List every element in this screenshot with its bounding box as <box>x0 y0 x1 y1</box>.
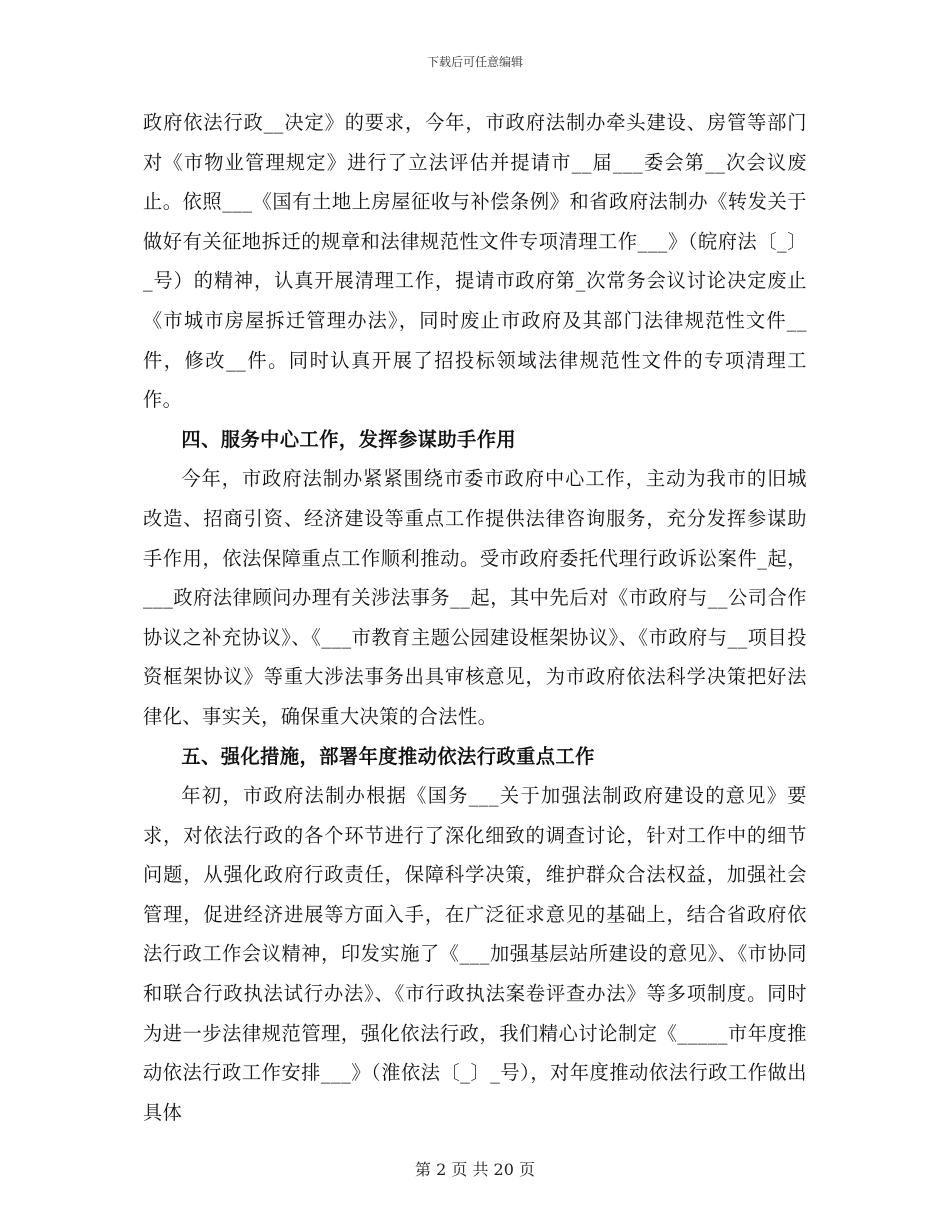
section-heading: 四、服务中心工作，发挥参谋助手作用 <box>181 427 517 451</box>
section-heading: 五、强化措施，部署年度推动依法行政重点工作 <box>181 744 595 768</box>
body-paragraph: 政府依法行政__决定》的要求，今年，市政府法制办牵头建设、房管等部门对《市物业管理规定》进行了立法评估并提请市__届___委会第__次会议废止。依照___《国有土地上房屋征收与补偿条例》和省政府法制办《转发关于做好有关征地拆迁的规章和法律规范性文件专项清理工作___》（皖府法〔_〕_号）的精神，认真开展清理工作，提请市政府第_次常务会议讨论决定废止《市城市房屋拆迁管理办法》，同时废止市政府及其部门法律规范性文件__件，修改__件。同时认真开展了招投标领域法律规范性文件的专项清理工作。 <box>143 111 807 412</box>
page-header: 下载后可任意编辑 <box>426 55 523 69</box>
page-number: 第 2 页 共 20 页 <box>415 1160 535 1179</box>
document-body <box>143 103 807 1132</box>
body-paragraph: 今年，市政府法制办紧紧围绕市委市政府中心工作，主动为我市的旧城改造、招商引资、经济建设等重点工作提供法律咨询服务，充分发挥参谋助手作用，依法保障重点工作顺利推动。受市政府委托代理行政诉讼案件_起，___政府法律顾问办理有关涉法事务__起，其中先后对《市政府与__公司合作协议之补充协议》、《___市教育主题公园建设框架协议》、《市政府与__项目投资框架协议》等重大涉法事务出具审核意见，为市政府依法科学决策把好法律化、事实关，确保重大决策的合法性。 <box>143 467 807 728</box>
body-paragraph: 年初，市政府法制办根据《国务___关于加强法制政府建设的意见》要求，对依法行政的各个环节进行了深化细致的调查讨论，针对工作中的细节问题，从强化政府行政责任，保障科学决策，维护群众合法权益，加强社会管理，促进经济进展等方面入手，在广泛征求意见的基础上，结合省政府依法行政工作会议精神，印发实施了《___加强基层站所建设的意见》、《市协同和联合行政执法试行办法》、《市行政执法案卷评查办法》等多项制度。同时为进一步法律规范管理，强化依法行政，我们精心讨论制定《_____市年度推动依法行政工作安排___》（淮依法〔_〕_号），对年度推动依法行政工作做出具体 <box>143 784 807 1124</box>
